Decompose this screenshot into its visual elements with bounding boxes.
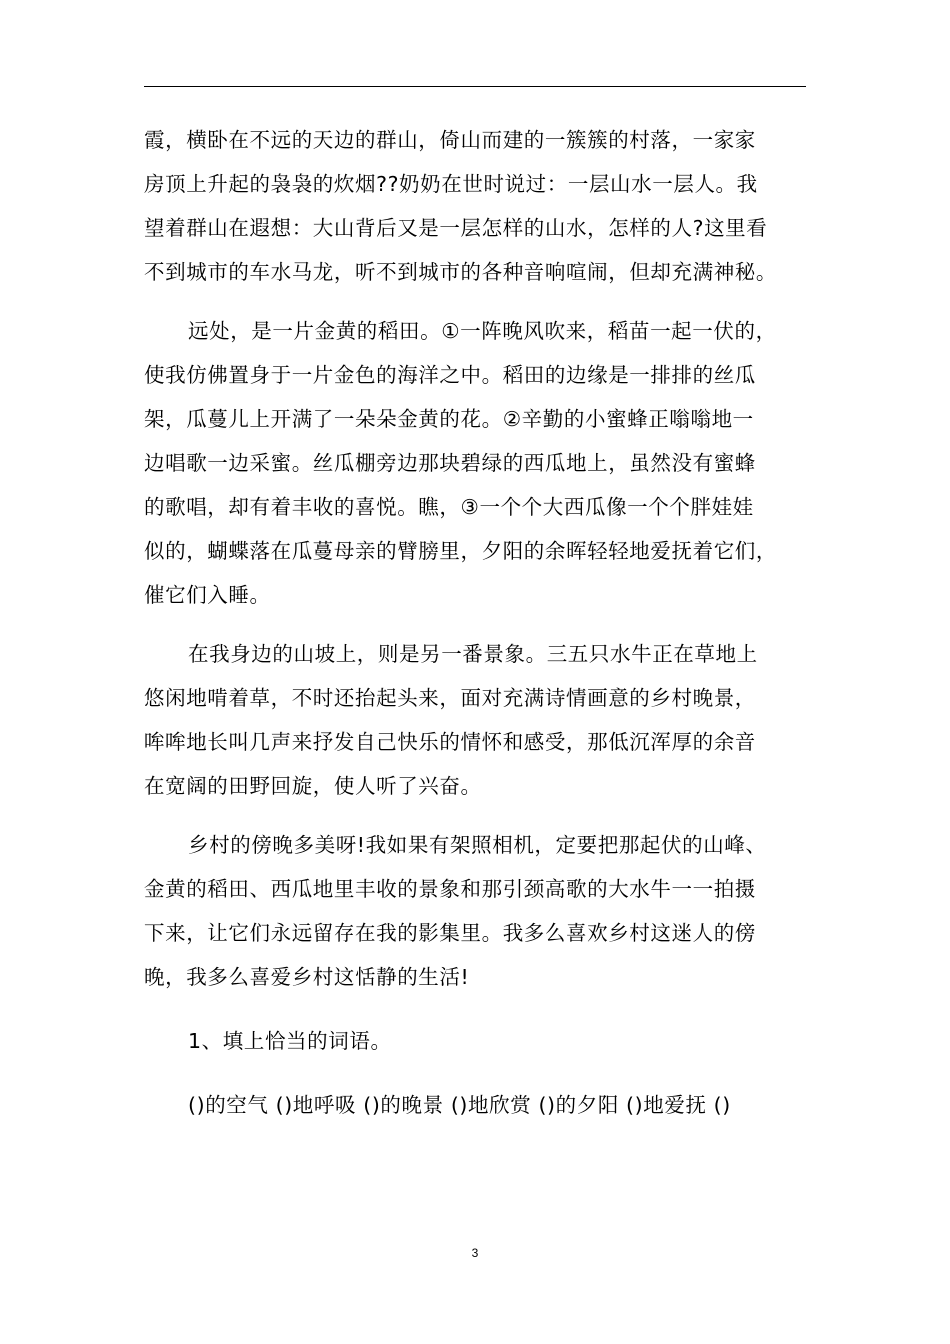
- page-number: 3: [471, 1246, 479, 1260]
- text-line: 下来，让它们永远留存在我的影集里。我多么喜欢乡村这迷人的傍: [144, 921, 756, 945]
- text-line: 远处，是一片金黄的稻田。①一阵晚风吹来，稻苗一起一伏的，: [188, 319, 777, 343]
- text-line: 不到城市的车水马龙，听不到城市的各种音响喧闹，但却充满神秘。: [144, 260, 777, 284]
- text-line: 边唱歌一边采蜜。丝瓜棚旁边那块碧绿的西瓜地上，虽然没有蜜蜂: [144, 451, 756, 475]
- fill-in-blanks: [144, 1083, 808, 1127]
- header-rule: [144, 86, 806, 87]
- paragraph-1: [144, 118, 808, 294]
- body-text: [144, 118, 808, 1127]
- text-line: 乡村的傍晚多美呀!我如果有架照相机，定要把那起伏的山峰、: [188, 833, 767, 857]
- text-line: 哞哞地长叫几声来抒发自己快乐的情怀和感受，那低沉浑厚的余音: [144, 730, 756, 754]
- text-line: 晚，我多么喜爱乡村这恬静的生活!: [144, 965, 470, 989]
- question-heading: [144, 1019, 808, 1063]
- text-line: 在我身边的山坡上，则是另一番景象。三五只水牛正在草地上: [188, 642, 758, 666]
- text-line: 的歌唱，却有着丰收的喜悦。瞧，③一个个大西瓜像一个个胖娃娃: [144, 495, 754, 519]
- paragraph-2: [144, 309, 808, 617]
- text-line: 房顶上升起的袅袅的炊烟??奶奶在世时说过：一层山水一层人。我: [144, 172, 758, 196]
- paragraph-4: [144, 823, 808, 999]
- text-line: 使我仿佛置身于一片金色的海洋之中。稻田的边缘是一排排的丝瓜: [144, 363, 756, 387]
- text-line: 似的，蝴蝶落在瓜蔓母亲的臂膀里，夕阳的余晖轻轻地爱抚着它们，: [144, 539, 777, 563]
- text-line: 1、填上恰当的词语。: [188, 1029, 392, 1053]
- paragraph-3: [144, 632, 808, 808]
- text-line: 催它们入睡。: [144, 583, 271, 607]
- text-line: ()的空气 ()地呼吸 ()的晚景 ()地欣赏 ()的夕阳 ()地爱抚 (): [188, 1093, 731, 1117]
- text-line: 悠闲地啃着草，不时还抬起头来，面对充满诗情画意的乡村晚景，: [144, 686, 756, 710]
- text-line: 霞，横卧在不远的天边的群山，倚山而建的一簇簇的村落，一家家: [144, 128, 756, 152]
- text-line: 架，瓜蔓儿上开满了一朵朵金黄的花。②辛勤的小蜜蜂正嗡嗡地一: [144, 407, 754, 431]
- text-line: 金黄的稻田、西瓜地里丰收的景象和那引颈高歌的大水牛一一拍摄: [144, 877, 756, 901]
- text-line: 望着群山在遐想：大山背后又是一层怎样的山水，怎样的人?这里看: [144, 216, 768, 240]
- text-line: 在宽阔的田野回旋，使人听了兴奋。: [144, 774, 482, 798]
